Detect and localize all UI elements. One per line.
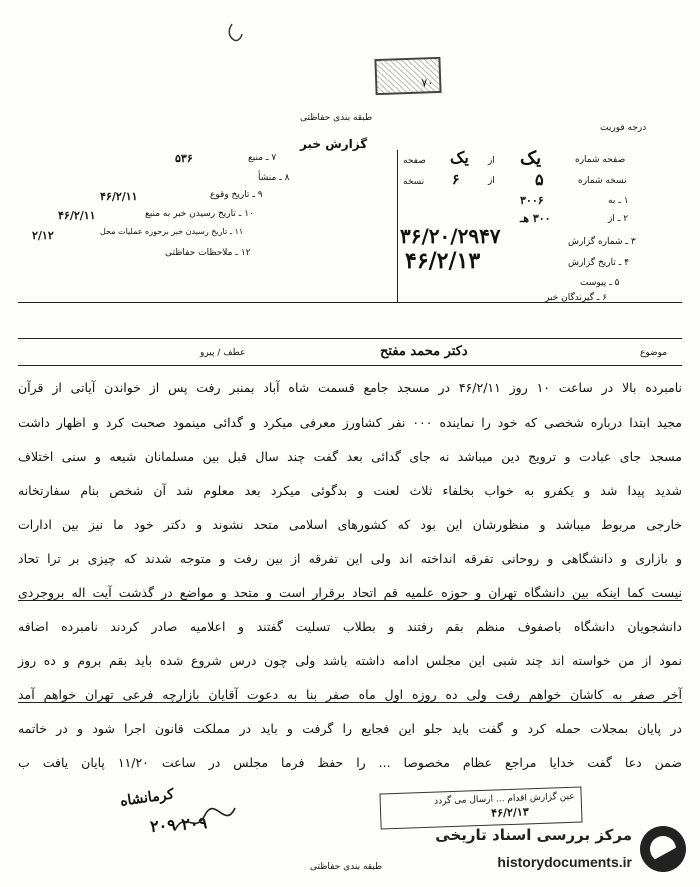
source-value: ۵۳۶ <box>175 152 193 165</box>
source-label: ۷ ـ منبع <box>248 153 277 163</box>
body-line: نیست کما اینکه بین دانشگاه تهران و حوزه علمیه قم اتحاد برقرار است و متحد و مواضع در گذشت آیت اله بروجردی <box>18 585 682 600</box>
to-label: ۱ ـ به <box>608 196 629 206</box>
archive-watermark <box>435 820 690 882</box>
body-line: مسجد جای عبادت و ترویج دین میباشد نه جای گدائی بعد گفت چند سال قبل بین مسلمانان شیعه و سنی اختلاف <box>18 449 682 464</box>
body-line: مجید ابتدا درباره شخصی که خود را نماینده ۰۰۰ نفر کشاورز معرفی میکرد و گدائی مینمود صحبت کرد و اظهار داشت <box>18 415 682 430</box>
attachment-label: ۵ ـ پیوست <box>580 278 620 288</box>
body-line: آخر صفر به کاشان خواهم رفت ولی ده روزه اول ماه صفر بنا به دعوت آقایان بازارچه فرعی تهران خواهم آمد <box>18 687 682 702</box>
form-title: گزارش خبر <box>300 137 368 151</box>
report-date-value: ۴۶/۲/۱۳ <box>405 248 481 274</box>
subject-label: موضوع <box>640 348 668 358</box>
page-of-value: یک <box>450 148 469 167</box>
copy-no-label: نسخه شماره <box>578 176 627 186</box>
column-divider <box>397 150 398 302</box>
signature-scribble <box>170 800 240 840</box>
classification-top: طبقه بندی حفاظتی <box>300 113 373 123</box>
subject-rule-top <box>18 338 682 339</box>
copy-word: نسخه <box>403 177 425 187</box>
body-line: خارجی مربوط میباشد و منظورشان این بود که کشورهای اسلامی متحد نشوند و دکتر خود ما نیز بین ادارات <box>18 517 682 532</box>
date-event-value: ۴۶/۲/۱۱ <box>100 190 138 203</box>
date-sent-label: ۱۱ ـ تاریخ رسیدن خبر برحوزه عملیات محل <box>100 227 244 236</box>
report-date-label: ۴ ـ تاریخ گزارش <box>568 258 630 268</box>
recipients-label: ۶ ـ گیرندگان خبر <box>545 293 608 303</box>
report-no-label: ۳ ـ شماره گزارش <box>568 237 636 247</box>
archive-logo-icon <box>640 826 686 872</box>
body-line: نمود از من خواسته اند چند شبی این مجلس ادامه داشته باشد ولی چون درس شروع شده باید بقم بروم و ده روز <box>18 653 682 668</box>
body-line: ضمن دعا گفت خدایا مراجع عظام مخصوصا ... را حفظ فرما مجلس در ساعت ۱۱/۲۰ پایان یافت ب <box>18 755 682 770</box>
page-of-label: از <box>488 156 495 166</box>
report-no-value: ۳۶/۲۰/۲۹۴۷ <box>400 224 501 248</box>
forwarding-number: ۴۶/۲/۱۳ <box>490 805 529 820</box>
origin-label: ۸ ـ منشأ <box>258 173 290 183</box>
classification-bottom: طبقه بندی حفاظتی <box>310 862 383 872</box>
body-line: و بازاری و دانشگاهی و روحانی تفرقه انداخته اند ولی این تفرقه از بین رفت و متوجه شدند که چیزی بر ترا تحاد <box>18 551 682 566</box>
top-stamp <box>374 57 441 95</box>
page-word: صفحه <box>403 156 426 166</box>
signature-note: کرمانشاه <box>119 786 175 810</box>
from-label: ۲ ـ از <box>608 214 629 224</box>
page-no-label: صفحه شماره <box>575 155 626 165</box>
body-line: در پایان بمجلات حمله کرد و گفت باید جلو این فجایع را گرفت و باید در مملکت قانون اجرا شود و در خاتمه <box>18 721 682 736</box>
date-received-value: ۴۶/۲/۱۱ <box>58 209 96 222</box>
header-rule <box>18 302 682 303</box>
forwarding-text: عین گزارش اقدام ... ارسال می گردد <box>433 791 575 807</box>
from-value: ۳۰۰ هـ <box>520 212 551 225</box>
watermark-url: historydocuments.ir <box>497 854 632 870</box>
date-event-label: ۹ ـ تاریخ وقوع <box>210 190 263 200</box>
priority-label: درجه فوریت <box>600 123 647 133</box>
body-line: دانشجویان دانشگاه باصفوف منظم بقم رفتند و بطلاب تسلیت گفتند و اعلامیه صادر کردند نامبرده اضافه <box>18 619 682 634</box>
copy-of-value: ۶ <box>452 172 460 188</box>
body-line: نامبرده بالا در ساعت ۱۰ روز ۴۶/۲/۱۱ در مسجد جامع قسمت شاه آباد بمنبر رفت پس از خواندن آیاتی از قرآن <box>18 380 682 395</box>
ink-mark <box>226 22 246 44</box>
subject-rule-bottom <box>18 365 682 366</box>
stamp-mark: ٧٠ <box>421 76 434 90</box>
remarks-label: ۱۲ ـ ملاحظات حفاظتی <box>165 248 251 258</box>
ref-label: عطف / پیرو <box>200 348 246 358</box>
date-sent-value: ۲/۱۲ <box>32 229 54 242</box>
body-line: شدید پیدا شد و یکفرو به خواب بخلفاء ثلاث لعنت و بدگوئی میکرد بعد معلوم شد آن شخص بنام سفارتخانه <box>18 483 682 498</box>
copy-no-value: ۵ <box>535 170 544 189</box>
handwritten-code: ۲۰۹ ۲۰۹ <box>149 813 208 836</box>
date-received-label: ۱۰ ـ تاریخ رسیدن خبر به منبع <box>145 209 254 219</box>
page-no-value: یک <box>520 148 542 169</box>
copy-of-label: از <box>488 176 495 186</box>
subject-value: دکتر محمد مفتح <box>380 344 468 359</box>
watermark-title: مرکز بررسی اسناد تاریخی <box>435 826 632 844</box>
to-value: ۳۰۰۶ <box>520 194 544 207</box>
